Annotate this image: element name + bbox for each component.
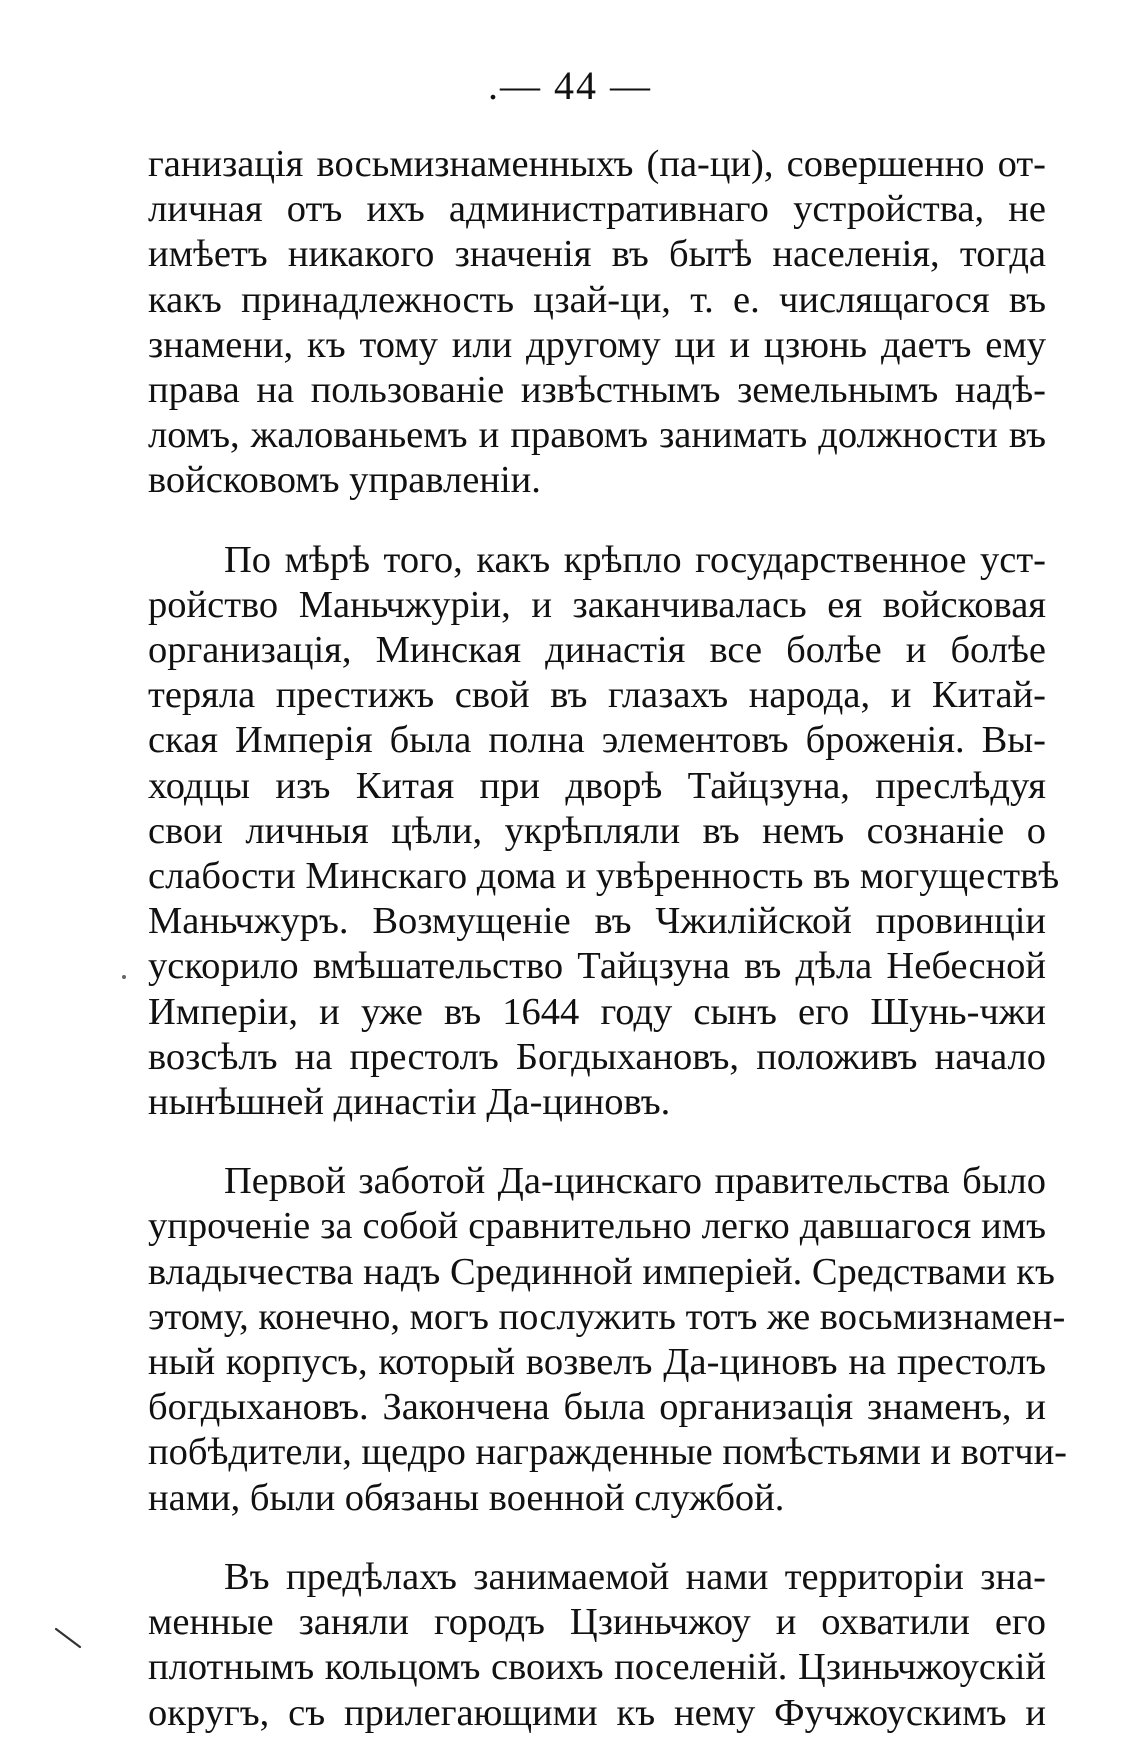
page-body [148, 142, 1067, 1736]
pencil-mark-icon [50, 1623, 90, 1653]
text-line: слабости Минскаго дома и увѣренность въ могуществѣ [148, 855, 1060, 898]
text-line: менные заняли городъ Цзиньчжоу и охватили его [148, 1601, 1046, 1644]
text-line: этому, конечно, могъ послужить тотъ же восьмизнамен- [148, 1295, 1066, 1338]
print-speck [122, 975, 126, 979]
text-line: организація, Минская династія все болѣе и болѣе [148, 629, 1046, 672]
text-line: упроченіе за собой сравнительно легко давшагося имъ [148, 1205, 1046, 1248]
text-line: Первой заботой Да-цинскаго правительства было [224, 1160, 1046, 1203]
text-line: ломъ, жалованьемъ и правомъ занимать должности въ [148, 414, 1046, 457]
text-line: ройство Маньчжуріи, и заканчивалась ея войсковая [148, 583, 1046, 626]
paragraph-1 [148, 142, 1046, 504]
text-line: свои личныя цѣли, укрѣпляли въ немъ сознаніе о [148, 809, 1046, 852]
text-line: какъ принадлежность цзай-ци, т. е. числящагося въ [148, 278, 1046, 321]
text-line: ганизація восьмизнаменныхъ (па-ци), совершенно от- [148, 143, 1046, 185]
text-line: нами, были обязаны военной службой. [148, 1476, 785, 1519]
text-line: Имперіи, и уже въ 1644 году сынъ его Шунь-чжи [148, 990, 1046, 1033]
text-line: ходцы изъ Китая при дворѣ Тайцзуна, преслѣдуя [148, 764, 1046, 807]
text-line: ускорило вмѣшательство Тайцзуна въ дѣла Небесной [148, 945, 1046, 988]
text-line: имѣетъ никакого значенія въ бытѣ населенія, тогда [148, 233, 1046, 276]
text-line: По мѣрѣ того, какъ крѣпло государственное уст- [224, 538, 1046, 581]
text-line: знамени, къ тому или другому ци и цзюнь даетъ ему [148, 323, 1046, 366]
text-line: теряла престижъ свой въ глазахъ народа, и Китай- [148, 674, 1046, 717]
text-line: побѣдители, щедро награжденные помѣстьями и вотчи- [148, 1431, 1067, 1474]
paragraph-3 [148, 1159, 1067, 1521]
text-line: владычества надъ Срединной имперіей. Средствами къ [148, 1250, 1055, 1293]
text-line: богдыхановъ. Закончена была организація знаменъ, и [148, 1386, 1046, 1429]
text-line: плотнымъ кольцомъ своихъ поселеній. Цзиньчжоускій [148, 1646, 1046, 1689]
paragraph-2 [148, 538, 1060, 1126]
paragraph-4 [148, 1555, 1046, 1736]
text-line: округъ, съ прилегающими къ нему Фучжоускимъ и [148, 1691, 1046, 1734]
text-line: Маньчжуръ. Возмущеніе въ Чжилійской провинціи [148, 900, 1046, 943]
text-line: права на пользованіе извѣстнымъ земельнымъ надѣ- [148, 369, 1046, 412]
text-line: личная отъ ихъ административнаго устройства, не [148, 188, 1046, 231]
text-line: возсѣлъ на престолъ Богдыхановъ, положивъ начало [148, 1035, 1046, 1078]
text-line: ская Имперія была полна элементовъ броженія. Вы- [148, 719, 1046, 762]
text-line: войсковомъ управленіи. [148, 459, 541, 502]
text-line: Въ предѣлахъ занимаемой нами территоріи зна- [224, 1555, 1046, 1598]
text-line: нынѣшней династіи Да-циновъ. [148, 1081, 671, 1124]
page-number: .— 44 — [488, 63, 652, 108]
text-line: ный корпусъ, который возвелъ Да-циновъ на престолъ [148, 1341, 1046, 1384]
